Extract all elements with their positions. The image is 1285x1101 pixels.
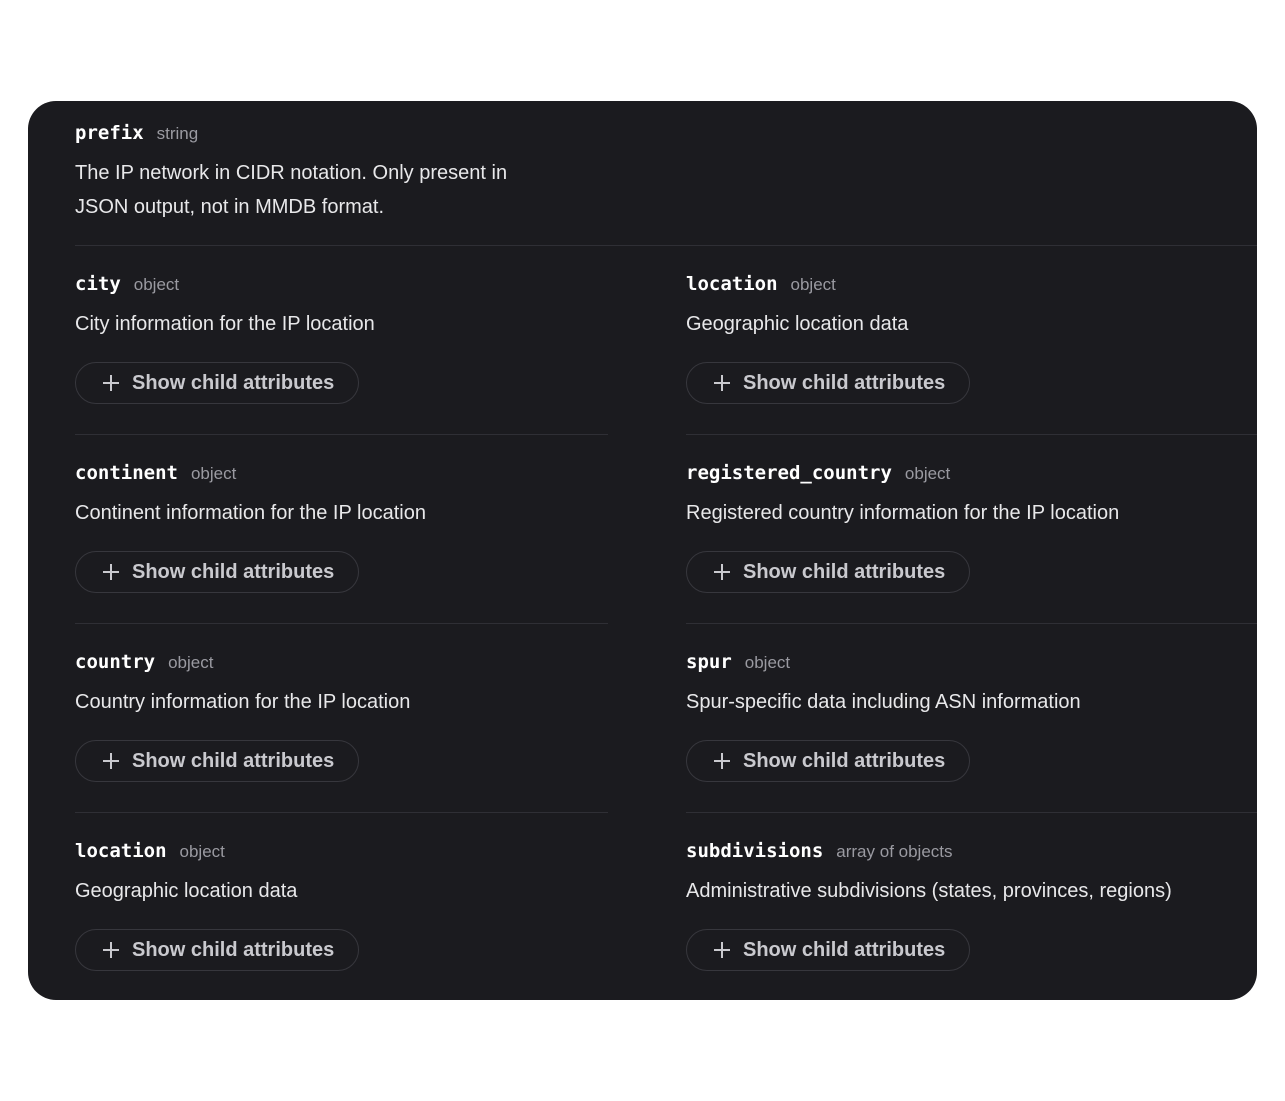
field-type: object — [790, 275, 836, 294]
plus-icon — [713, 752, 731, 770]
field-registered-country — [686, 462, 1119, 593]
field-subdivisions — [686, 840, 1172, 971]
field-description: Geographic location data — [686, 313, 909, 335]
field-description: Spur-specific data including ASN information — [686, 691, 1081, 713]
field-location — [686, 273, 970, 404]
divider — [75, 245, 1257, 246]
field-type: object — [904, 464, 951, 483]
field-type: string — [156, 124, 199, 143]
show-child-attributes-label: Show child attributes — [132, 371, 335, 394]
show-child-attributes-label: Show child attributes — [132, 749, 335, 772]
plus-icon — [102, 374, 120, 392]
show-child-attributes-button[interactable] — [686, 740, 970, 782]
field-header — [75, 273, 375, 297]
plus-icon — [102, 941, 120, 959]
show-child-attributes-button[interactable] — [686, 362, 970, 404]
field-name: city — [75, 273, 121, 295]
divider — [686, 812, 1257, 813]
divider — [75, 434, 608, 435]
field-type: object — [168, 653, 214, 672]
field-header — [686, 840, 1172, 864]
plus-icon — [713, 563, 731, 581]
field-description-line-1: The IP network in CIDR notation. Only present in — [75, 162, 508, 184]
field-type: object — [179, 842, 225, 861]
show-child-attributes-button[interactable] — [75, 551, 359, 593]
show-child-attributes-label: Show child attributes — [743, 749, 946, 772]
show-child-attributes-label: Show child attributes — [132, 938, 335, 961]
field-description: Administrative subdivisions (states, provinces, regions) — [686, 880, 1172, 902]
show-child-attributes-label: Show child attributes — [743, 938, 946, 961]
field-header — [75, 651, 410, 675]
divider — [75, 623, 608, 624]
field-continent — [75, 462, 426, 593]
divider — [686, 434, 1257, 435]
field-header — [75, 462, 426, 486]
field-spur — [686, 651, 1081, 782]
field-prefix — [75, 122, 507, 224]
field-header — [75, 840, 359, 864]
field-description-line-2: JSON output, not in MMDB format. — [75, 196, 384, 218]
divider — [75, 812, 608, 813]
field-description: Country information for the IP location — [75, 691, 411, 713]
attributes-panel — [28, 101, 1257, 1000]
plus-icon — [713, 941, 731, 959]
field-name: location — [686, 273, 778, 295]
show-child-attributes-label: Show child attributes — [743, 560, 946, 583]
field-header — [686, 462, 1119, 486]
show-child-attributes-button[interactable] — [75, 740, 359, 782]
field-description: City information for the IP location — [75, 313, 375, 335]
field-description: Geographic location data — [75, 880, 298, 902]
plus-icon — [102, 752, 120, 770]
show-child-attributes-label: Show child attributes — [743, 371, 946, 394]
field-type: array of objects — [836, 842, 953, 861]
field-header — [75, 122, 507, 146]
divider — [686, 623, 1257, 624]
field-name: country — [75, 651, 156, 673]
field-name: spur — [686, 651, 732, 673]
field-header — [686, 651, 1081, 675]
show-child-attributes-label: Show child attributes — [132, 560, 335, 583]
field-name: continent — [75, 462, 178, 484]
field-type: object — [190, 464, 237, 483]
field-name: location — [75, 840, 167, 862]
field-city — [75, 273, 375, 404]
field-description: Registered country information for the IP location — [686, 502, 1120, 524]
plus-icon — [713, 374, 731, 392]
field-description: Continent information for the IP location — [75, 502, 426, 524]
field-name: prefix — [75, 122, 144, 144]
field-description — [75, 156, 507, 224]
show-child-attributes-button[interactable] — [75, 929, 359, 971]
show-child-attributes-button[interactable] — [686, 551, 970, 593]
field-name: registered_country — [686, 462, 892, 484]
field-header — [686, 273, 970, 297]
show-child-attributes-button[interactable] — [75, 362, 359, 404]
field-name: subdivisions — [686, 840, 824, 862]
show-child-attributes-button[interactable] — [686, 929, 970, 971]
field-location — [75, 840, 359, 971]
field-type: object — [744, 653, 791, 672]
field-type: object — [133, 275, 180, 294]
field-country — [75, 651, 410, 782]
plus-icon — [102, 563, 120, 581]
